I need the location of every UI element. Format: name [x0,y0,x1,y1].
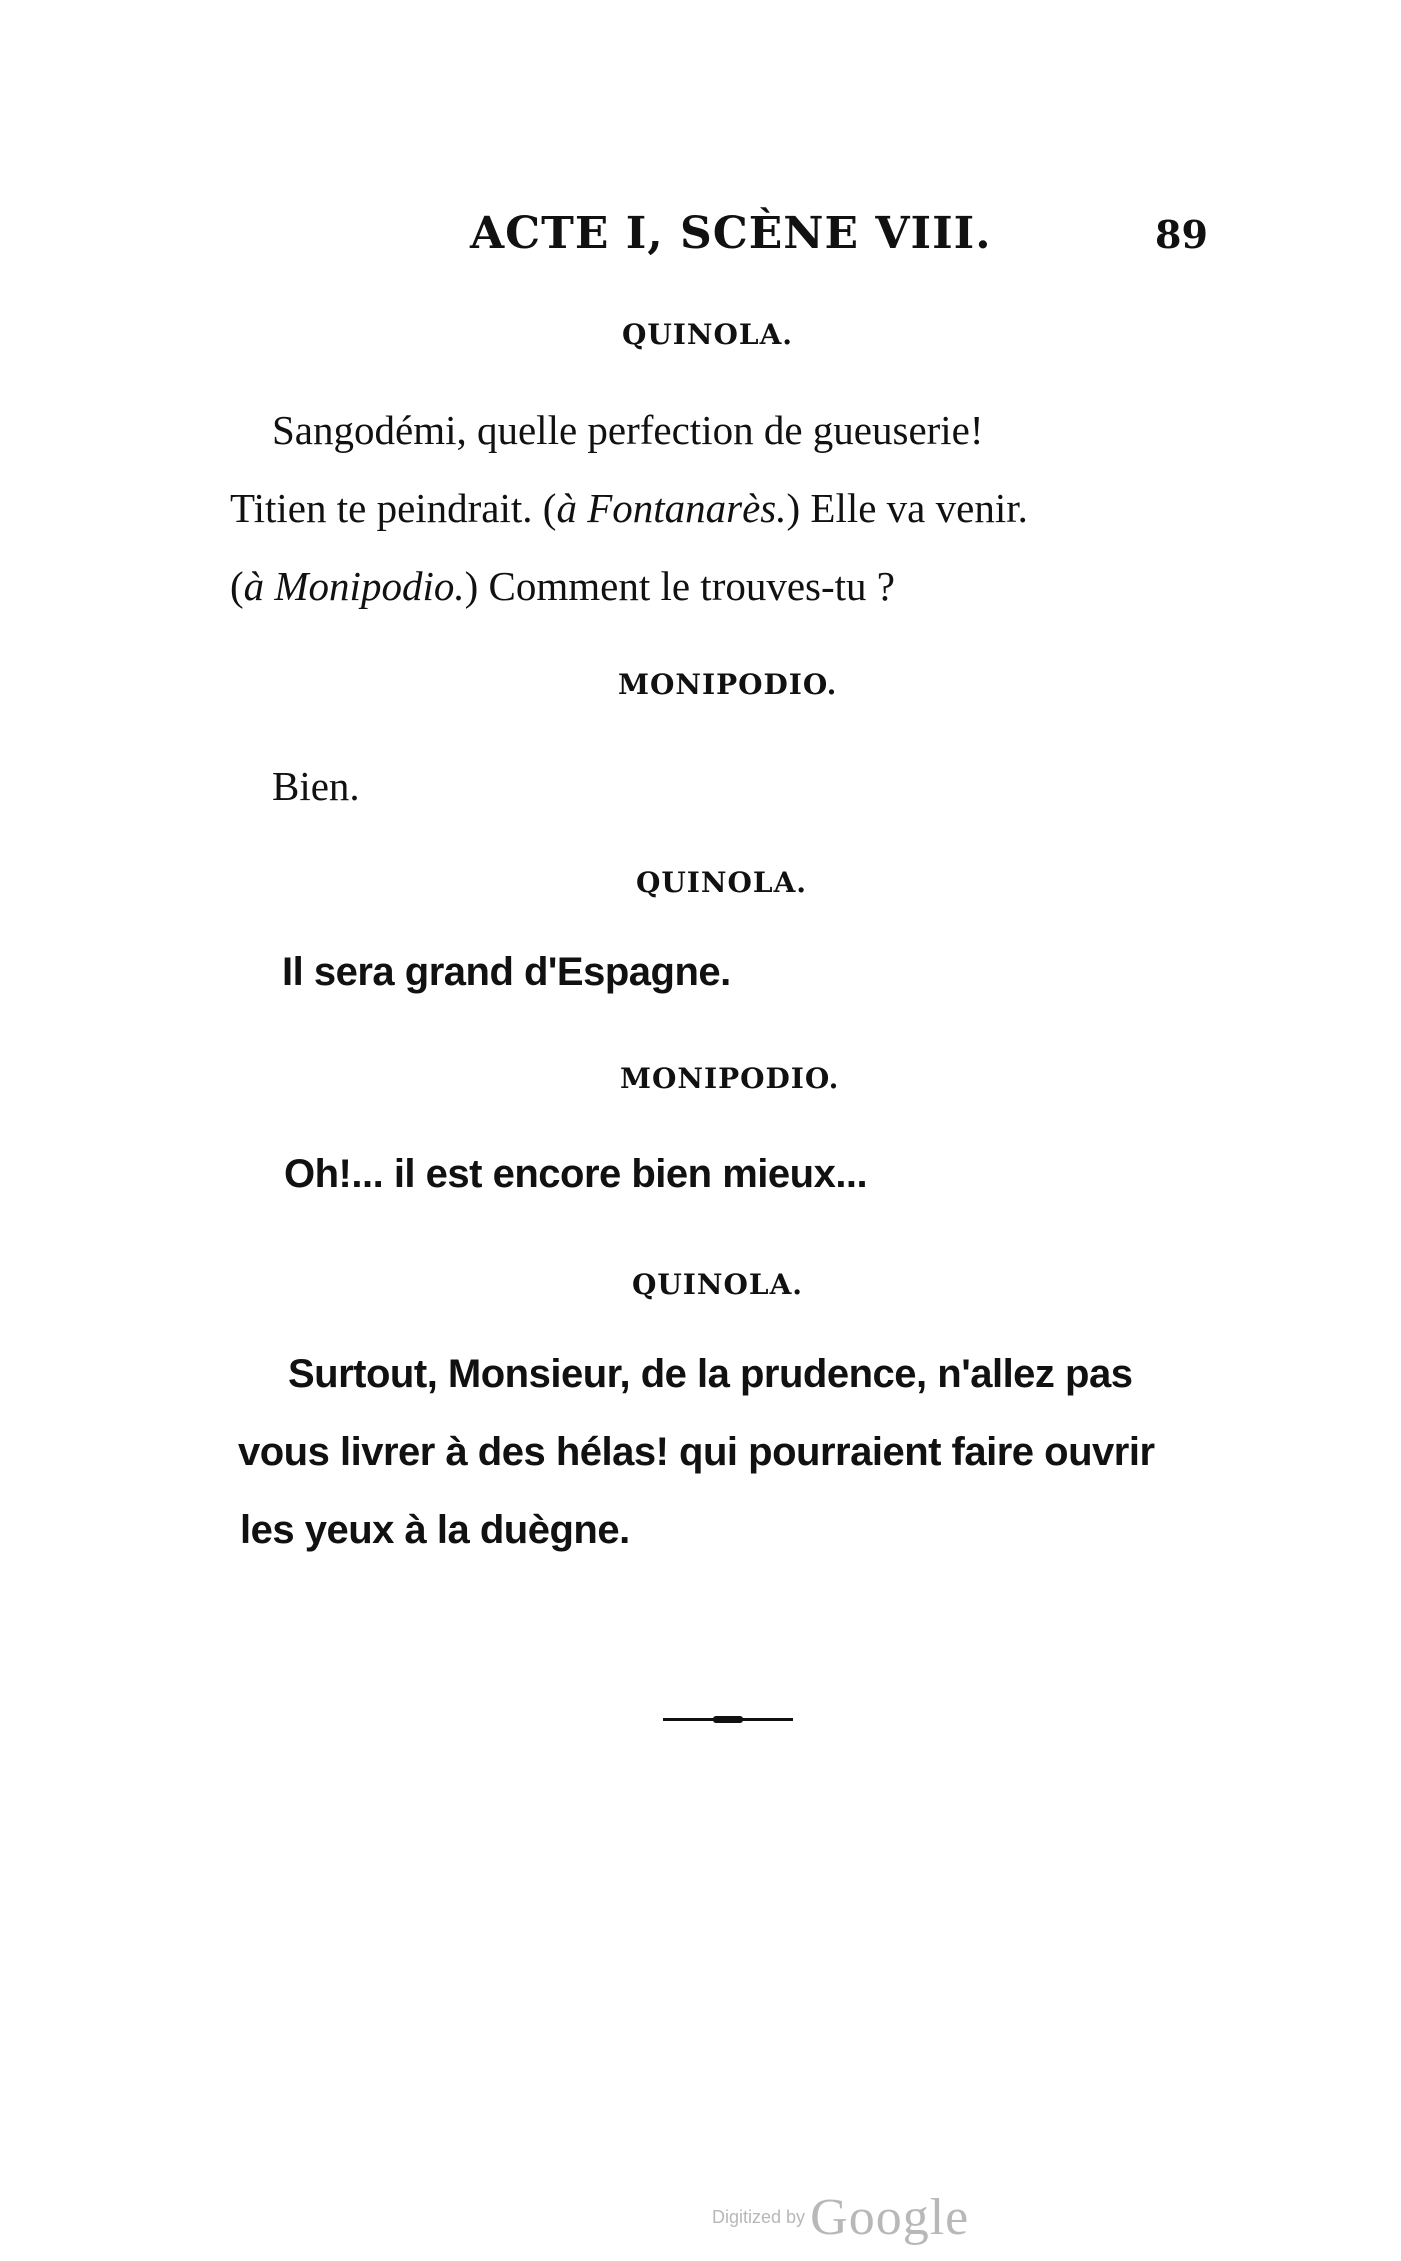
line-text: Bien. [272,763,360,809]
dialogue-line [284,1152,867,1197]
line-text: ( [230,563,244,609]
dialogue-line [272,762,360,810]
line-text: Oh!... il est encore bien mieux... [284,1152,868,1196]
digitized-watermark [712,2188,969,2247]
line-text: Il sera grand d'Espagne. [282,950,731,994]
page-number: 89 [1155,212,1208,257]
dialogue-line [240,1508,630,1553]
line-text: les yeux à la duègne. [240,1508,630,1552]
ornament-knot [713,1716,743,1723]
line-text: Sangodémi, quelle perfection de gueuserie! [272,407,984,453]
line-text: Titien te peindrait. ( [230,485,557,531]
speaker-name: MONIPODIO. [620,1062,840,1095]
dialogue-line [238,1430,1155,1475]
dialogue-line [272,406,984,454]
dialogue-line [288,1352,1132,1397]
running-head: ACTE I, SCÈNE VIII. [470,208,992,259]
watermark-brand: Google [810,2189,970,2246]
stage-direction: à Fontanarès. [556,485,787,531]
speaker-name: MONIPODIO. [618,668,838,701]
dialogue-line [230,484,1028,532]
section-ornament [663,1716,793,1722]
speaker-name: QUINOLA. [622,318,794,351]
dialogue-line [230,562,895,610]
stage-direction: à Monipodio. [243,563,465,609]
line-text: ) Elle va venir. [786,485,1028,531]
speaker-name: QUINOLA. [632,1268,804,1301]
watermark-prefix: Digitized by [712,2207,806,2227]
line-text: Surtout, Monsieur, de la prudence, n'allez pas [288,1352,1133,1396]
line-text: ) Comment le trouves-tu ? [464,563,895,609]
dialogue-line [282,950,731,995]
line-text: vous livrer à des hélas! qui pourraient faire ouvrir [238,1430,1155,1474]
speaker-name: QUINOLA. [636,866,808,899]
